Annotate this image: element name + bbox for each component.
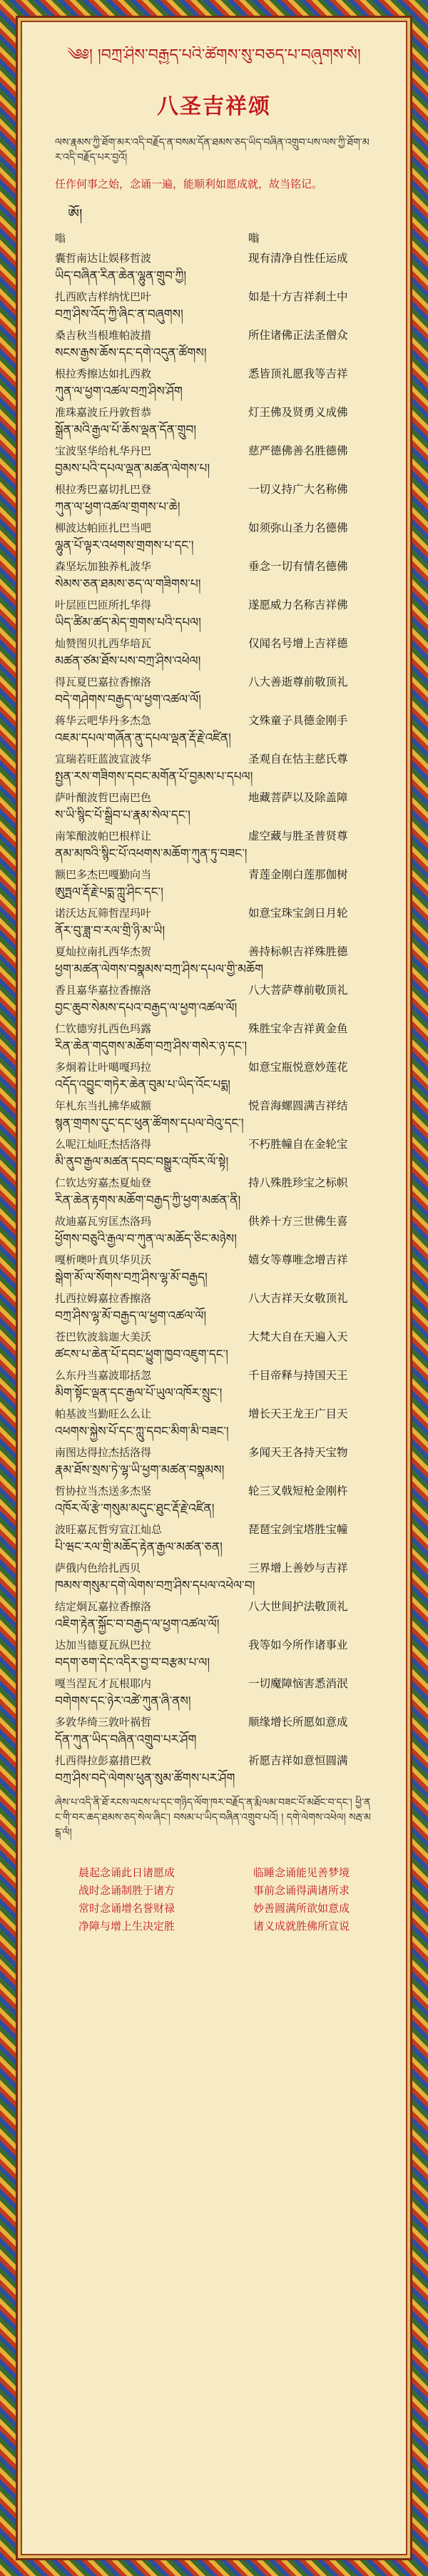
verse-translation: 一切义持广大名称佛 — [248, 483, 348, 496]
verse-chinese-row — [55, 440, 373, 460]
verse-phonetic: 森坚坛加独养札波华 — [55, 559, 152, 573]
verse-phonetic: 哲协拉当杰送多杰坚 — [55, 1484, 152, 1497]
verse-chinese-row — [55, 671, 373, 691]
seed-chinese: 嗡 — [248, 232, 260, 245]
verse-phonetic: 年札东当扎拂华威额 — [55, 1099, 152, 1112]
verse — [55, 710, 373, 748]
verse-tibetan: ཁམས་གསུམ་དགེ་ལེགས་བཀྲ་ཤིས་དཔལ་འཕེལ་བ། — [55, 1579, 255, 1593]
verse-chinese-row — [55, 286, 373, 306]
verse-phonetic: 仁钦达穷嘉杰夏灿登 — [55, 1176, 152, 1189]
verse — [55, 979, 373, 1018]
verse-chinese-row — [55, 363, 373, 383]
verse-tibetan: འཕགས་སྐྱེས་པོ་དང་ཀླུ་དབང་མིག་མི་བཟང་། — [55, 1425, 229, 1439]
verse-tibetan: ནོར་བུ་ཟླ་བ་རལ་གྲི་ཉི་མ་ཡི། — [55, 924, 165, 938]
verse-translation: 持八殊胜珍宝之标帜 — [248, 1176, 348, 1189]
verse-chinese-row — [55, 864, 373, 884]
verse-tibetan: འཇིག་རྟེན་སྐྱོང་བ་བརྒྱད་ལ་ཕྱག་འཚལ་ལོ། — [55, 1617, 220, 1631]
verse-chinese-row — [55, 1711, 373, 1731]
verse-chinese-row — [55, 633, 373, 653]
verse-phonetic: 帕基波当勤旺么么让 — [55, 1407, 152, 1420]
verse — [55, 1750, 373, 1788]
verse-translation: 文殊童子具德金刚手 — [248, 714, 348, 727]
verse-chinese-row — [55, 1326, 373, 1346]
verse-tibetan: ས་ཡི་སྙིང་པོ་སྒྲིབ་པ་རྣམ་སེལ་དང་། — [55, 808, 190, 823]
verse-tibetan: བགེགས་དང་ཉེར་འཚེ་ཀུན་ཞི་ནས། — [55, 1694, 191, 1709]
verse-phonetic: 嘎析噢叶真贝华贝沃 — [55, 1253, 152, 1266]
verse-phonetic: 扎西拉姆嘉拉香擦洛 — [55, 1291, 152, 1305]
verse-phonetic: 萨叶酿波哲巴南巴色 — [55, 790, 152, 804]
outro-phrase: 常时念诵增名誉财禄 — [78, 1902, 175, 1915]
verse-translation: 悉皆顶礼愿我等吉祥 — [248, 367, 348, 380]
tibetan-title: ༄༅། །བཀྲ་ཤིས་བརྒྱད་པའི་ཚིགས་སུ་བཅད་པ་བཞུགས་སོ། — [67, 46, 361, 64]
verse-phonetic: 扎西欧吉样纳忧巴叶 — [55, 290, 152, 303]
outro-line — [78, 1900, 350, 1918]
verse-chinese-row — [55, 1018, 373, 1038]
verse — [55, 1442, 373, 1480]
verse-chinese-row — [55, 941, 373, 961]
verse-tibetan: ནམ་མཁའི་སྙིང་པོ་འཕགས་མཆོག་ཀུན་ཏུ་བཟང་། — [55, 847, 248, 861]
verse-translation: 八大世间护法敬顶礼 — [248, 1600, 348, 1613]
verse-translation: 八大菩萨尊前敬顶礼 — [248, 984, 348, 997]
verse-chinese-row — [55, 1519, 373, 1539]
verse-chinese-row — [55, 710, 373, 730]
verse-translation: 现有清净自性任运成 — [248, 252, 348, 265]
verse-translation: 圣观自在怙主慈氏尊 — [248, 753, 348, 765]
verse-phonetic: 根拉秀擦达如扎西救 — [55, 367, 152, 380]
verse-translation: 琵琶宝剑宝塔胜宝幢 — [248, 1523, 348, 1536]
verse-phonetic: 南笨酿波帕巴根样让 — [55, 829, 152, 842]
verse-translation: 大梵大自在天遍入天 — [248, 1330, 348, 1343]
verse-chinese-row — [55, 1249, 373, 1269]
chinese-title: 八圣吉祥颂 — [157, 94, 271, 119]
verse-phonetic: 香且嘉华嘉拉香擦洛 — [55, 983, 152, 997]
verse — [55, 941, 373, 979]
verse-chinese-row — [55, 1596, 373, 1616]
verse — [55, 1403, 373, 1442]
verse — [55, 1365, 373, 1403]
verse-phonetic: 诺沃达瓦筛哲涅玛叶 — [55, 906, 152, 920]
verse-phonetic: 宣瑞若旺蓝波宣波华 — [55, 752, 152, 765]
verse-tibetan: རིན་ཆེན་རྟགས་མཆོག་བརྒྱད་ཀྱི་ཕྱག་མཚན་ནི། — [55, 1193, 241, 1208]
verse-tibetan: འདོད་འབྱུང་གཏེར་ཆེན་བུམ་པ་ཡིད་འོང་པདྨ། — [55, 1078, 230, 1092]
outro-tibetan: ཞེས་པ་འདི་ནི་ཐོ་རངས་ལངས་པ་དང་གཉིད་ལོག་ཁར་བརྗོད་ན་རྨི་ལམ་བཟང་པོ་མཐོང་བ་དང་། ཕྱི་ནང་གི་བར་ཆད་ཐམས་ཅད་སེལ་ཞིང་། བསམ་པ་ཡིད་བཞིན་འགྲུབ་པའོ། ། དགེ་ལེགས་འཕེལ། སརྦ་མངྒ་ལཾ། — [55, 1797, 371, 1838]
verse-tibetan: ཡིད་ཚིམ་ཚད་མེད་གྲགས་པའི་དཔལ། — [55, 616, 201, 630]
verse-tibetan: བྱང་ཆུབ་སེམས་དཔའ་བརྒྱད་ལ་ཕྱག་འཚལ་ལོ། — [55, 1001, 238, 1015]
verse-tibetan: འཇམ་དཔལ་གཞོན་ནུ་དཔལ་ལྡན་རྡོ་རྗེ་འཛིན། — [55, 731, 231, 745]
verse — [55, 1211, 373, 1249]
verse — [55, 748, 373, 787]
verse-phonetic: 南图达得拉杰括洛得 — [55, 1445, 152, 1459]
verse — [55, 1557, 373, 1596]
verse — [55, 787, 373, 825]
verse-translation: 如意宝瓶悦意妙莲花 — [248, 1061, 348, 1074]
verse-tibetan: ཕྱག་མཚན་ལེགས་བསྣམས་བཀྲ་ཤིས་དཔལ་གྱི་མཆོག — [55, 962, 264, 977]
verse-phonetic: 波旺嘉瓦哲穷宣江灿总 — [55, 1522, 163, 1536]
verse — [55, 1673, 373, 1711]
verse-tibetan: ཕྱོགས་བཅུའི་རྒྱལ་བ་ཀུན་ལ་མཆོད་ཅིང་མཉེས། — [55, 1232, 237, 1246]
verse-tibetan: བཀྲ་ཤིས་འོད་ཀྱི་ཞིང་ན་བཞུགས། — [55, 307, 183, 322]
verse-chinese-row — [55, 556, 373, 576]
verse-chinese-row — [55, 1095, 373, 1115]
verse-translation: 地藏菩萨以及除盖障 — [248, 791, 348, 804]
verse-translation: 不朽胜幢自在金轮宝 — [248, 1138, 348, 1151]
verse-phonetic: 多敦华绮三敦叶祸哲 — [55, 1715, 152, 1729]
verse-translation: 悦音海螺圆满吉祥结 — [248, 1099, 348, 1112]
verse-phonetic: 宝波坚华给札华丹巴 — [55, 444, 152, 457]
verse-list — [55, 248, 373, 1788]
verse-translation: 八大善逝尊前敬顶礼 — [248, 676, 348, 688]
verse-translation: 青莲金刚白莲那伽树 — [248, 868, 348, 881]
verse — [55, 479, 373, 517]
verse — [55, 440, 373, 479]
verse-chinese-row — [55, 517, 373, 537]
verse — [55, 1134, 373, 1172]
verse-chinese-row — [55, 825, 373, 845]
verse-tibetan: མིག་སྟོང་ལྡན་དང་རྒྱལ་པོ་ཡུལ་འཁོར་སྲུང་། — [55, 1386, 223, 1400]
verse-chinese-row — [55, 1365, 373, 1385]
verse-translation: 轮三叉戟短枪金刚杵 — [248, 1485, 348, 1497]
verse-translation: 垂念一切有情名德佛 — [248, 560, 348, 573]
outro-phrase: 诸义成就胜佛所宣说 — [253, 1920, 350, 1933]
outro-phrase: 妙善圆满所欲如意成 — [253, 1902, 350, 1915]
verse-phonetic: 叶层匝巴匝所扎华得 — [55, 598, 152, 611]
verse-tibetan: སྒེག་མོ་ལ་སོགས་བཀྲ་ཤིས་ལྷ་མོ་བརྒྱད། — [55, 1271, 208, 1285]
verse-translation: 如须弥山圣力名德佛 — [248, 521, 348, 534]
verse-tibetan: སངས་རྒྱས་ཆོས་དང་དགེ་འདུན་ཚོགས། — [55, 346, 207, 360]
verse-phonetic: 扎西得拉彭嘉措巴救 — [55, 1753, 152, 1767]
verse-tibetan: བདེ་གཤེགས་བརྒྱད་ལ་ཕྱག་འཚལ་ལོ། — [55, 693, 201, 707]
verse-phonetic: 柳波达帕匝扎巴当吧 — [55, 521, 152, 534]
verse-phonetic: 达加当德夏瓦纵巴拉 — [55, 1638, 152, 1651]
verse-phonetic: 根拉秀巴嘉切扎巴登 — [55, 482, 152, 496]
verse-translation: 增长天王龙王广目天 — [248, 1407, 348, 1420]
verse-translation: 八大吉祥天女敬顶礼 — [248, 1292, 348, 1305]
verse-phonetic: 蒋华云吧华丹多杰急 — [55, 713, 152, 727]
verse-chinese-row — [55, 1750, 373, 1770]
verse-chinese-row — [55, 1557, 373, 1577]
outro-line — [78, 1882, 350, 1900]
outro-line — [78, 1918, 350, 1935]
outro-line — [78, 1864, 350, 1882]
verse-translation: 灯王佛及贤勇义成佛 — [248, 406, 348, 419]
verse — [55, 1018, 373, 1057]
verse-translation: 一切魔障恼害悉消泯 — [248, 1677, 348, 1690]
outro-chinese — [78, 1864, 350, 1935]
verse-translation: 如意宝珠宝剑日月轮 — [248, 907, 348, 920]
seed-row — [55, 228, 373, 248]
verse-chinese-row — [55, 479, 373, 499]
verse-translation: 遂愿威力名称吉祥佛 — [248, 599, 348, 611]
verse-tibetan: རིན་ཆེན་གདུགས་མཆོག་བཀྲ་ཤིས་གསེར་ཉ་དང་། — [55, 1039, 248, 1054]
verse-phonetic: 夏灿拉南扎西华杰贺 — [55, 945, 152, 958]
verse-phonetic: 准珠嘉波丘丹敦哲恭 — [55, 405, 152, 419]
verse — [55, 671, 373, 710]
verse-tibetan: པི་ཝང་རལ་གྲི་མཆོད་རྟེན་རྒྱལ་མཚན་ཅན། — [55, 1540, 223, 1554]
verse — [55, 1172, 373, 1211]
verse-phonetic: 灿赞图贝扎西华培瓦 — [55, 636, 152, 650]
verse-chinese-row — [55, 1057, 373, 1076]
seed-phonetic: 嗡 — [55, 231, 66, 245]
verse — [55, 1326, 373, 1365]
verse — [55, 1288, 373, 1326]
verse-phonetic: 故迪嘉瓦穷匡杰洛玛 — [55, 1214, 152, 1228]
verse — [55, 517, 373, 556]
verse — [55, 1711, 373, 1750]
intro-tibetan: ལས་རྣམས་ཀྱི་ཐོག་མར་འདི་བརྗོད་ན་བསམ་དོན་ཐམས་ཅད་ཡིད་བཞིན་འགྲུབ་པས་ལས་ཀྱི་ཐོག་མར་འདི་བརྗོད་པར་བྱའོ། — [55, 137, 370, 163]
verse — [55, 556, 373, 594]
verse-chinese-row — [55, 1480, 373, 1500]
outro-phrase: 净障与增上生决定胜 — [78, 1920, 175, 1933]
verse-phonetic: 囊哲南达让娱移哲波 — [55, 251, 152, 265]
seed-syllable-tibetan: ཨོཾ། — [68, 205, 83, 223]
verse — [55, 248, 373, 286]
verse-phonetic: 桑吉秋当根堆帕波措 — [55, 328, 152, 342]
verse-chinese-row — [55, 1673, 373, 1693]
verse-phonetic: 萨俄内色给扎西贝 — [55, 1561, 141, 1574]
verse — [55, 363, 373, 402]
verse-chinese-row — [55, 1134, 373, 1154]
verse-tibetan: རྣམ་ཐོས་སྲས་ཏེ་ལྷ་ཡི་ཕྱག་མཚན་བསྣམས། — [55, 1463, 225, 1477]
verse-tibetan: བཀྲ་ཤིས་ལྷ་མོ་བརྒྱད་ལ་ཕྱག་འཚལ་ལོ། — [55, 1309, 207, 1323]
verse-chinese-row — [55, 979, 373, 999]
verse-chinese-row — [55, 1288, 373, 1308]
verse-phonetic: 仁钦德穷扎西色玛露 — [55, 1022, 152, 1035]
verse-translation: 慈严德佛善名胜德佛 — [248, 444, 348, 457]
verse-tibetan: སྙན་གྲགས་དུང་དང་ཕུན་ཚོགས་དཔལ་བེའུ་དང་། — [55, 1116, 244, 1131]
verse-tibetan: མཚན་ཙམ་ཐོས་པས་བཀྲ་ཤིས་འཕེལ། — [55, 654, 201, 668]
verse-phonetic: 么呢江灿旺杰括洛得 — [55, 1137, 152, 1151]
verse-tibetan: མི་ནུབ་རྒྱལ་མཚན་དབང་བསྒྱུར་འཁོར་ལོ་སྟེ། — [55, 1155, 229, 1169]
intro-chinese: 任作何事之始，念诵一遍，能顺利如愿成就，故当铭记。 — [55, 178, 323, 190]
verse-translation: 如是十方吉祥刹土中 — [248, 290, 348, 303]
verse — [55, 1634, 373, 1673]
verse — [55, 594, 373, 633]
verse-phonetic: 多炯着让叶噶嘎玛拉 — [55, 1060, 152, 1074]
verse-phonetic: 得瓦夏巴嘉拉香擦洛 — [55, 675, 152, 688]
verse-translation: 供养十方三世佛生喜 — [248, 1215, 348, 1228]
verse-translation: 祈愿吉祥如意恒圆满 — [248, 1754, 348, 1767]
verse-tibetan: ཚངས་པ་ཆེན་པོ་དབང་ཕྱུག་ཁྱབ་འཇུག་དང་། — [55, 1348, 228, 1362]
verse — [55, 633, 373, 671]
verse-translation: 嬉女等尊唯念增吉祥 — [248, 1253, 348, 1266]
verse — [55, 1480, 373, 1519]
verse-chinese-row — [55, 787, 373, 807]
verse-phonetic: 结定炯瓦嘉拉香擦洛 — [55, 1599, 152, 1613]
outro-phrase: 晨起念诵此日诸愿成 — [78, 1866, 175, 1879]
verse-tibetan: སེམས་ཅན་ཐམས་ཅད་ལ་གཟིགས་པ། — [55, 577, 201, 591]
verse-tibetan: སྒྲོན་མའི་རྒྱལ་པོ་ཆོས་ལྡན་དོན་གྲུབ། — [55, 423, 197, 437]
verse-phonetic: 么东丹当嘉波耶括忽 — [55, 1368, 152, 1382]
verse-tibetan: བྱམས་པའི་དཔལ་ལྡན་མཚན་ལེགས་པ། — [55, 462, 210, 476]
verse-tibetan: སྤྱན་རས་གཟིགས་དབང་མགོན་པོ་བྱམས་པ་དཔལ། — [55, 770, 253, 784]
verse-translation: 所住诸佛正法圣僧众 — [248, 329, 348, 342]
verse-tibetan: ཀུན་ལ་ཕྱག་འཚལ་བཀྲ་ཤིས་ཤོག — [55, 385, 183, 399]
verse-chinese-row — [55, 1634, 373, 1654]
verse-chinese-row — [55, 748, 373, 768]
verse — [55, 325, 373, 363]
verse — [55, 1057, 373, 1095]
verse-tibetan: ཡིད་བཞིན་རིན་ཆེན་ལྷུན་གྲུབ་ཀྱི། — [55, 269, 187, 283]
verse-tibetan: དོན་ཀུན་ཡིད་བཞིན་འགྲུབ་པར་ཤོག — [55, 1733, 197, 1747]
verse-chinese-row — [55, 902, 373, 922]
verse-translation: 仅闻名号增上吉祥德 — [248, 637, 348, 650]
verse-chinese-row — [55, 1211, 373, 1231]
verse-translation: 千目帝释与持国天王 — [248, 1369, 348, 1382]
verse-chinese-row — [55, 1403, 373, 1423]
verse-phonetic: 嘎当涅瓦才瓦根耶内 — [55, 1676, 152, 1690]
verse — [55, 1519, 373, 1557]
verse-chinese-row — [55, 402, 373, 422]
verse-tibetan: བཀྲ་ཤིས་བདེ་ལེགས་ཕུན་སུམ་ཚོགས་པར་ཤོག — [55, 1771, 235, 1786]
verse-chinese-row — [55, 325, 373, 345]
verse — [55, 286, 373, 325]
verse — [55, 1095, 373, 1134]
verse-translation: 我等如今所作诸事业 — [248, 1639, 348, 1651]
verse-translation: 三界增上善妙与吉祥 — [248, 1562, 348, 1574]
verse-tibetan: ཨུཏྤལ་རྡོ་རྗེ་པདྨ་ཀླུ་ཤིང་དང་། — [55, 885, 163, 900]
verse-tibetan: ལྷུན་པོ་ལྟར་འཕགས་གྲགས་པ་དང་། — [55, 539, 194, 553]
verse-tibetan: འཁོར་ལོ་རྩེ་གསུམ་མདུང་ཐུང་རྡོ་རྗེ་འཛིན། — [55, 1502, 215, 1516]
verse-chinese-row — [55, 594, 373, 614]
verse — [55, 402, 373, 440]
verse-chinese-row — [55, 1172, 373, 1192]
verse-phonetic: 苍巴钦波翁迦大美沃 — [55, 1330, 152, 1343]
outro-phrase: 战时念诵制胜于诸方 — [78, 1884, 175, 1897]
verse — [55, 864, 373, 902]
verse-tibetan: བདག་ཅག་དེང་འདིར་བྱ་བ་བརྩམ་པ་ལ། — [55, 1656, 210, 1670]
verse — [55, 1596, 373, 1634]
verse-translation: 多闻天王各持天宝物 — [248, 1446, 348, 1459]
outro-phrase: 临睡念诵能见善梦境 — [253, 1866, 350, 1879]
document-body — [55, 46, 373, 1935]
page-panel — [16, 16, 412, 2560]
outro-phrase: 事前念诵得满诸所求 — [253, 1884, 350, 1897]
verse — [55, 902, 373, 941]
verse — [55, 825, 373, 864]
verse-translation: 殊胜宝伞吉祥黄金鱼 — [248, 1022, 348, 1035]
verse-chinese-row — [55, 1442, 373, 1462]
verse-chinese-row — [55, 248, 373, 268]
verse-translation: 顺缘增长所愿如意成 — [248, 1716, 348, 1729]
verse — [55, 1249, 373, 1288]
verse-phonetic: 额巴多杰巴嘎勤向当 — [55, 867, 152, 881]
verse-translation: 虚空藏与胜圣普贤尊 — [248, 830, 348, 842]
verse-translation: 善持标帜吉祥殊胜德 — [248, 945, 348, 958]
verse-tibetan: ཀུན་ལ་ཕྱག་འཚལ་གྲགས་པ་ཆེ། — [55, 500, 180, 514]
